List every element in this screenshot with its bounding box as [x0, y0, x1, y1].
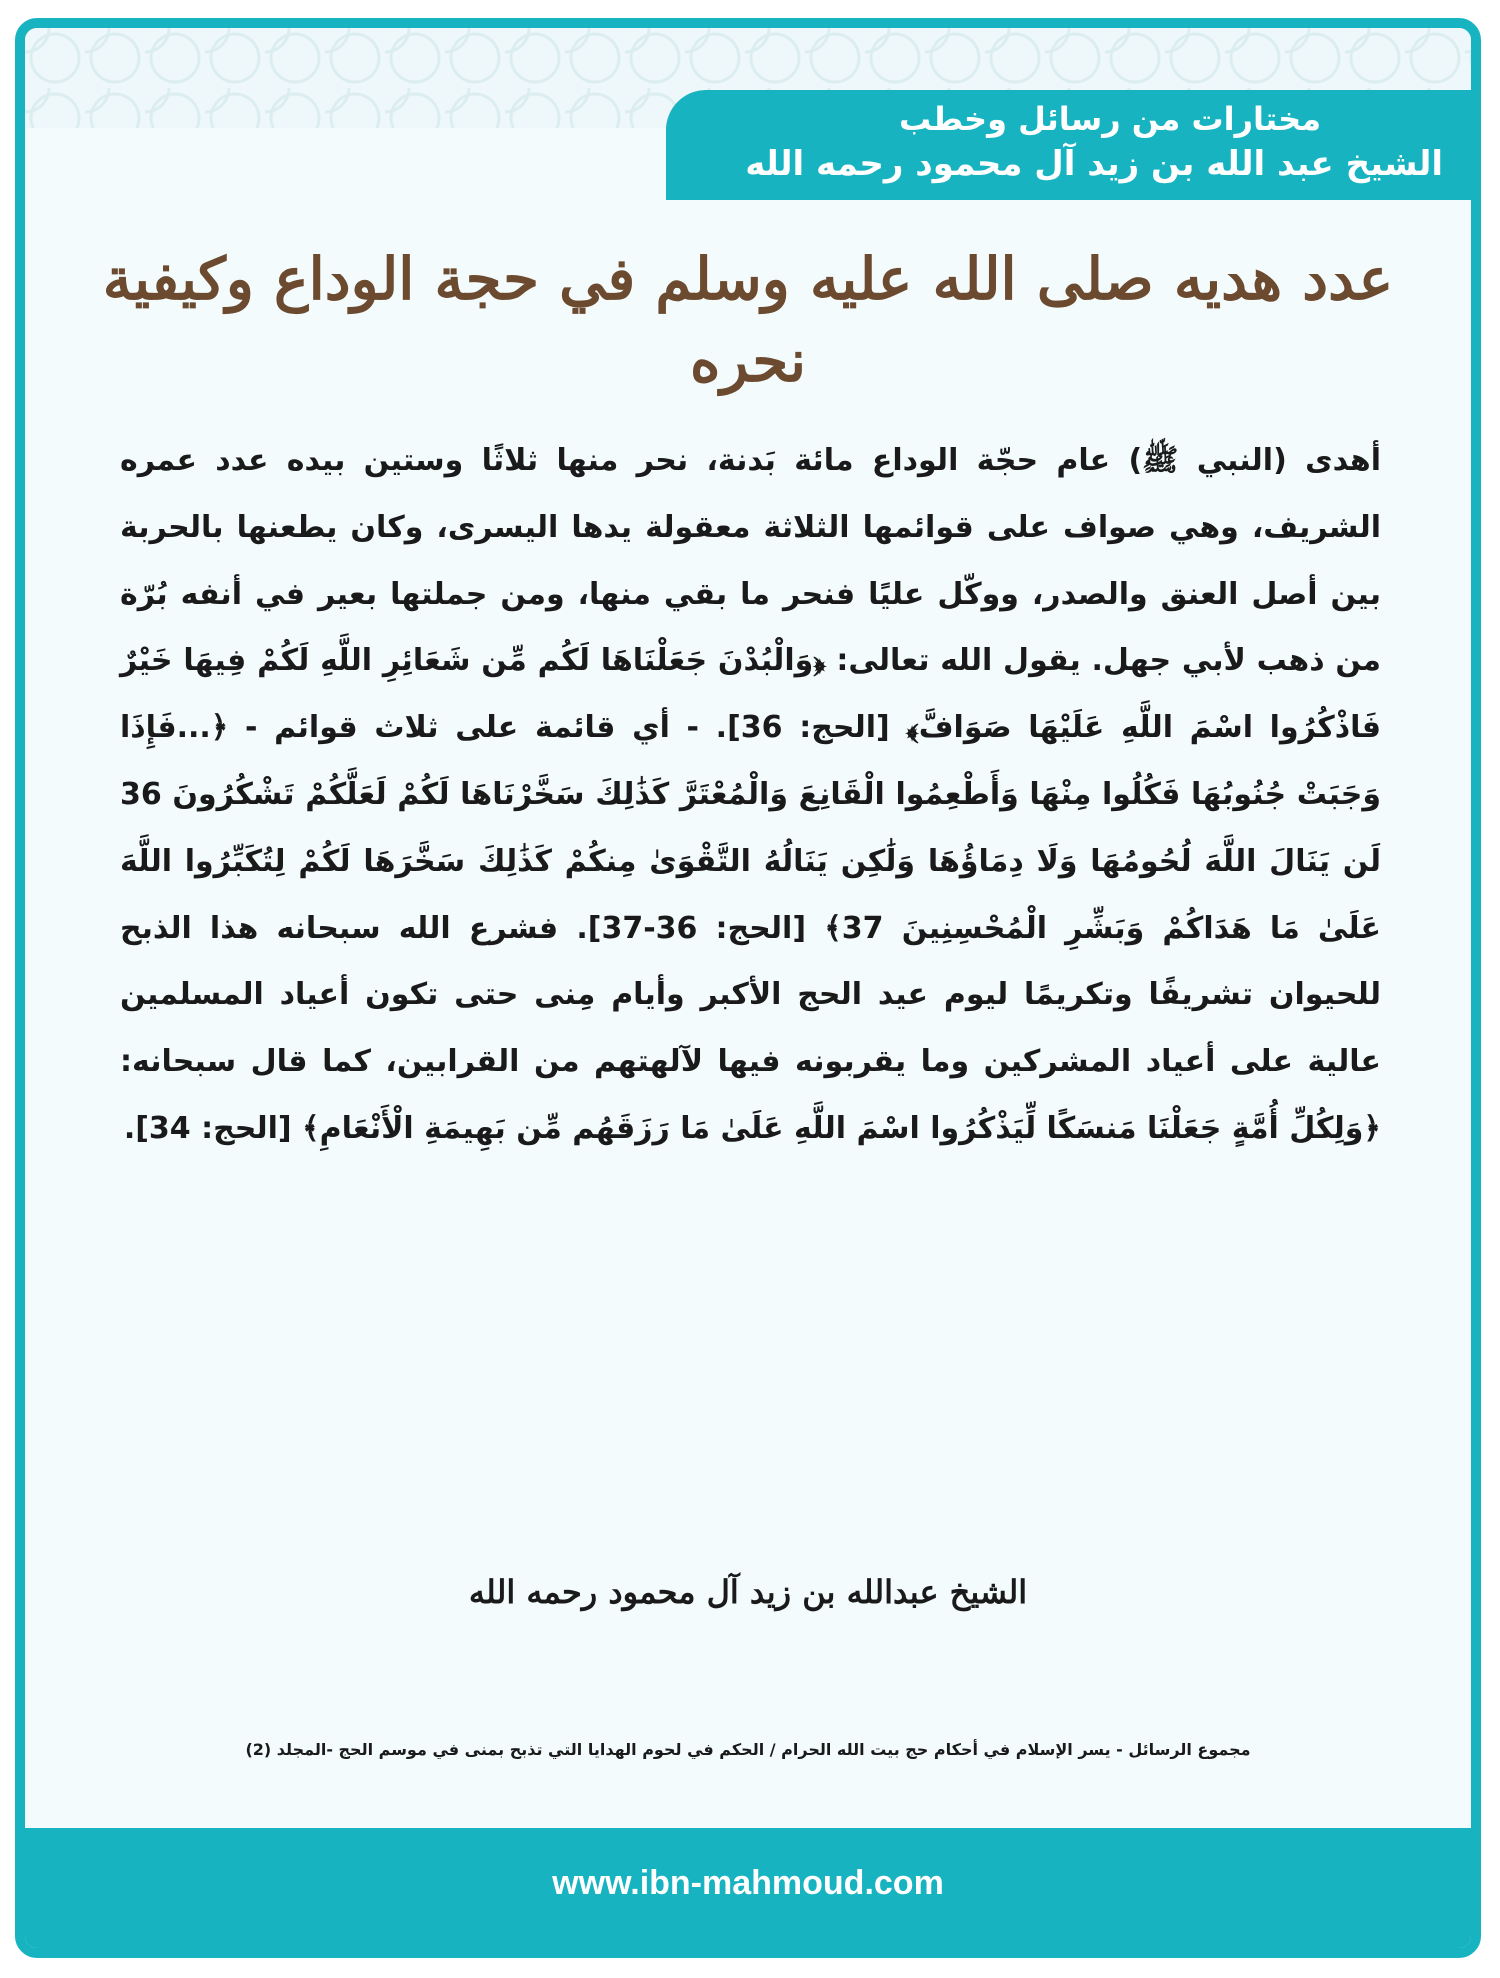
- page-frame: [15, 18, 1481, 1958]
- source-citation: مجموع الرسائل - يسر الإسلام في أحكام حج بيت الله الحرام / الحكم في لحوم الهدايا التي تذبح بمنى في موسم الحج -المجلد (2): [245, 1740, 1251, 1759]
- header-series-title: مختارات من رسائل وخطب: [898, 100, 1321, 138]
- article-body: أهدى (النبي ﷺ) عام حجّة الوداع مائة بَدنة، نحر منها ثلاثًا وستين بيده عدد عمره الشريف، وهي صواف على قوائمها الثلاثة معقولة يدها اليسرى، وكان يطعنها بالحربة بين أصل العنق والصدر، ووكّل عليًا فنحر ما بقي منها، ومن جملتها بعير في أنفه بُرّة من ذهب لأبي جهل. يقول الله تعالى: ﴿وَالْبُدْنَ جَعَلْنَاهَا لَكُم مِّن شَعَائِرِ اللَّهِ لَكُمْ فِيهَا خَيْرٌ فَاذْكُرُوا اسْمَ اللَّهِ عَلَيْهَا صَوَافَّ﴾ [الحج: 36]. - أي قائمة على ثلاث قوائم - ﴿...فَإِذَا وَجَبَتْ جُنُوبُهَا فَكُلُوا مِنْهَا وَأَطْعِمُوا الْقَانِعَ وَالْمُعْتَرَّ كَذَٰلِكَ سَخَّرْنَاهَا لَكُمْ لَعَلَّكُمْ تَشْكُرُونَ 36 لَن يَنَالَ اللَّهَ لُحُومُهَا وَلَا دِمَاؤُهَا وَلَٰكِن يَنَالُهُ التَّقْوَىٰ مِنكُمْ كَذَٰلِكَ سَخَّرَهَا لَكُمْ لِتُكَبِّرُوا اللَّهَ عَلَىٰ مَا هَدَاكُمْ وَبَشِّرِ الْمُحْسِنِينَ 37﴾ [الحج: 36-37]. فشرع الله سبحانه هذا الذبح للحيوان تشريفًا وتكريمًا ليوم عيد الحج الأكبر وأيام مِنى حتى تكون أعياد المسلمين عالية على أعياد المشركين وما يقربونه فيها لآلهتهم من القرابين، كما قال سبحانه: ﴿وَلِكُلِّ أُمَّةٍ جَعَلْنَا مَنسَكًا لِّيَذْكُرُوا اسْمَ اللَّهِ عَلَىٰ مَا رَزَقَهُم مِّن بَهِيمَةِ الْأَنْعَامِ﴾ [الحج: 34].: [120, 443, 1382, 1146]
- header-author: الشيخ عبد الله بن زيد آل محمود رحمه الله: [745, 144, 1443, 184]
- author-signature: الشيخ عبدالله بن زيد آل محمود رحمه الله: [468, 1573, 1028, 1611]
- article-title: عدد هديه صلى الله عليه وسلم في حجة الوداع وكيفية نحره: [102, 245, 1394, 395]
- header-banner: [666, 90, 1471, 200]
- website-link[interactable]: www.ibn-mahmoud.com: [552, 1864, 944, 1902]
- footer-banner: [25, 1828, 1471, 1948]
